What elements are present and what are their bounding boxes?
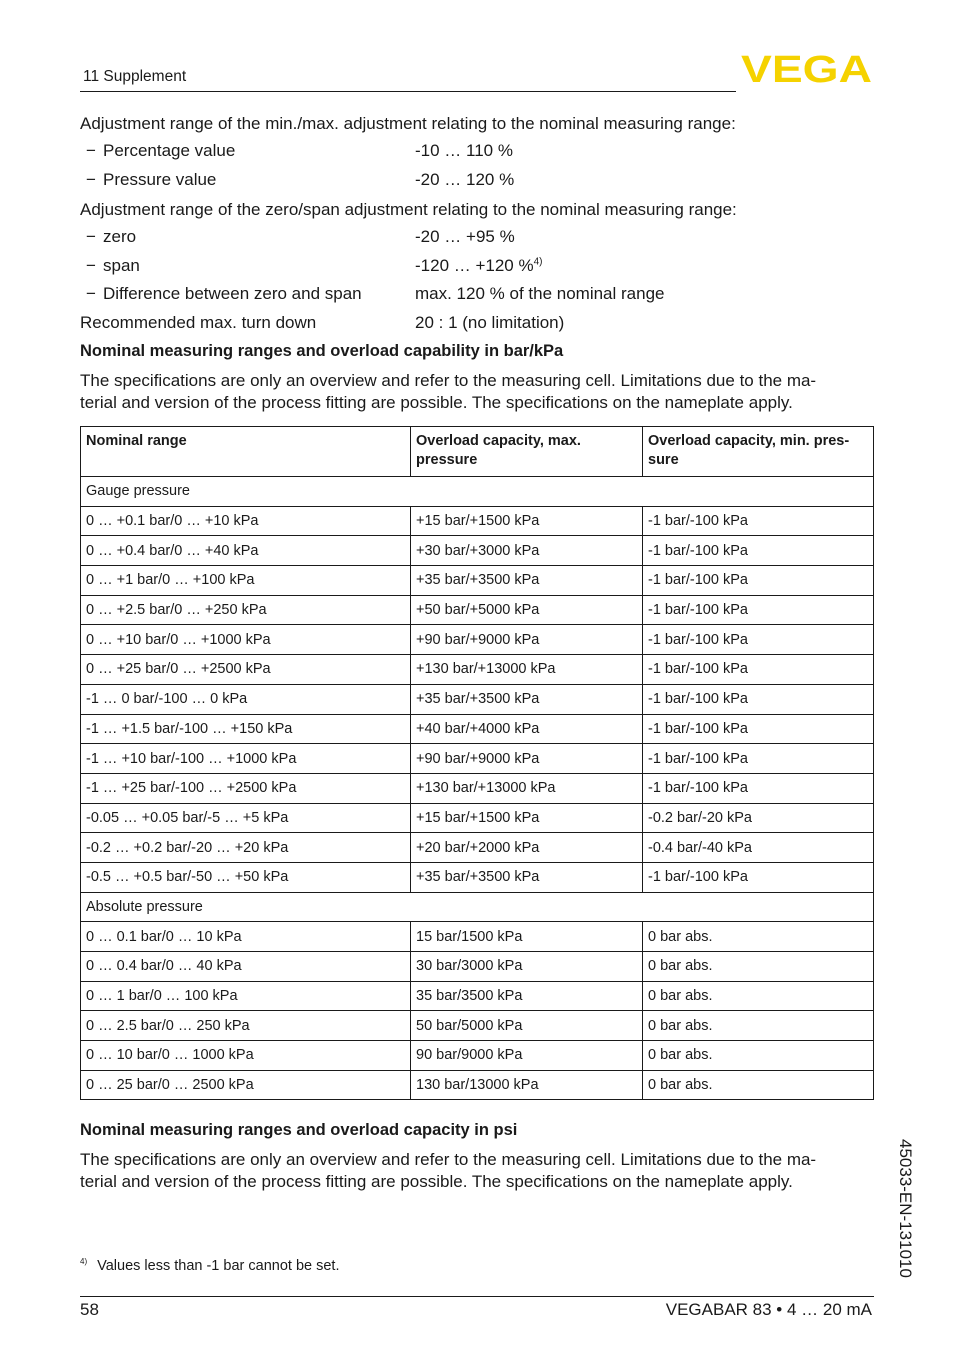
table-group-row — [81, 892, 874, 922]
cell-overload-max: +35 bar/+3500 kPa — [411, 684, 643, 714]
table-group-row — [81, 477, 874, 507]
text-line: terial and version of the process fitting are possible. The specifications on the nameplate apply. — [80, 392, 793, 412]
cell-overload-min: -0.4 bar/-40 kPa — [643, 833, 874, 863]
spec-label: Pressure value — [103, 170, 217, 189]
footnote-mark: 4) — [80, 1257, 88, 1266]
cell-nominal-range: -0.2 … +0.2 bar/-20 … +20 kPa — [81, 833, 411, 863]
table-row — [81, 952, 874, 982]
text-line: terial and version of the process fitting are possible. The specifications on the nameplate apply. — [80, 1171, 793, 1191]
spec-value-text: -120 … +120 % — [415, 256, 534, 275]
cell-overload-min: -0.2 bar/-20 kPa — [643, 803, 874, 833]
table-body — [81, 477, 874, 1100]
section-text-bar — [80, 370, 816, 413]
text-line: The specifications are only an overview and refer to the measuring cell. Limitations due to the ma- — [80, 1150, 817, 1169]
header-overload-min — [643, 427, 874, 477]
cell-overload-min: 0 bar abs. — [643, 981, 874, 1011]
table-row — [81, 1011, 874, 1041]
header-text: Overload capacity, max. — [416, 433, 581, 449]
cell-overload-min: -1 bar/-100 kPa — [643, 625, 874, 655]
cell-overload-max: +130 bar/+13000 kPa — [411, 773, 643, 803]
group-label: Absolute pressure — [81, 892, 874, 922]
table-row — [81, 773, 874, 803]
spec-value: -10 … 110 % — [415, 141, 513, 160]
vega-logo — [741, 51, 872, 84]
cell-overload-max: +35 bar/+3500 kPa — [411, 862, 643, 892]
cell-nominal-range: 0 … +1 bar/0 … +100 kPa — [81, 566, 411, 596]
cell-overload-min: -1 bar/-100 kPa — [643, 655, 874, 685]
header-text: Overload capacity, min. pres- — [648, 433, 850, 449]
table-row — [81, 566, 874, 596]
cell-overload-min: 0 bar abs. — [643, 1041, 874, 1071]
header-nominal-range — [81, 427, 411, 477]
spec-value: -20 … +95 % — [415, 227, 515, 246]
table-row — [81, 506, 874, 536]
group-label: Gauge pressure — [81, 477, 874, 507]
spec-value: max. 120 % of the nominal range — [415, 284, 665, 303]
table-row — [81, 833, 874, 863]
spec-label: Recommended max. turn down — [80, 313, 317, 332]
cell-overload-max: 50 bar/5000 kPa — [411, 1011, 643, 1041]
footnote-text: Values less than -1 bar cannot be set. — [97, 1257, 340, 1274]
cell-overload-min: 0 bar abs. — [643, 952, 874, 982]
document-code: 45033-EN-131010 — [896, 1139, 915, 1278]
svg-text:VEGA: VEGA — [741, 51, 872, 84]
table-row — [81, 625, 874, 655]
cell-overload-max: +20 bar/+2000 kPa — [411, 833, 643, 863]
list-dash: − — [86, 227, 96, 246]
table-row — [81, 803, 874, 833]
cell-nominal-range: 0 … 1 bar/0 … 100 kPa — [81, 981, 411, 1011]
cell-overload-max: +40 bar/+4000 kPa — [411, 714, 643, 744]
cell-nominal-range: -1 … +25 bar/-100 … +2500 kPa — [81, 773, 411, 803]
table-row — [81, 1041, 874, 1071]
cell-overload-min: -1 bar/-100 kPa — [643, 714, 874, 744]
header-text: pressure — [416, 452, 478, 468]
cell-overload-max: +130 bar/+13000 kPa — [411, 655, 643, 685]
header-section-title: 11 Supplement — [83, 68, 187, 85]
header-text: Nominal range — [86, 433, 187, 449]
table-row — [81, 655, 874, 685]
cell-overload-min: 0 bar abs. — [643, 1070, 874, 1100]
table-row — [81, 744, 874, 774]
header-overload-max — [411, 427, 643, 477]
header-text: sure — [648, 452, 679, 468]
cell-overload-min: -1 bar/-100 kPa — [643, 566, 874, 596]
cell-overload-min: -1 bar/-100 kPa — [643, 744, 874, 774]
spec-label: Percentage value — [103, 141, 236, 160]
cell-overload-max: +15 bar/+1500 kPa — [411, 506, 643, 536]
cell-overload-min: -1 bar/-100 kPa — [643, 595, 874, 625]
cell-nominal-range: -0.5 … +0.5 bar/-50 … +50 kPa — [81, 862, 411, 892]
list-dash: − — [86, 256, 96, 275]
table-row — [81, 1070, 874, 1100]
cell-overload-max: 35 bar/3500 kPa — [411, 981, 643, 1011]
cell-overload-min: -1 bar/-100 kPa — [643, 773, 874, 803]
cell-overload-min: 0 bar abs. — [643, 922, 874, 952]
page-number: 58 — [80, 1300, 99, 1319]
cell-nominal-range: 0 … +25 bar/0 … +2500 kPa — [81, 655, 411, 685]
text-line: The specifications are only an overview and refer to the measuring cell. Limitations due to the ma- — [80, 371, 817, 390]
list-dash: − — [86, 284, 96, 303]
cell-overload-min: -1 bar/-100 kPa — [643, 862, 874, 892]
spec-value: 20 : 1 (no limitation) — [415, 313, 565, 332]
list-dash: − — [86, 141, 96, 160]
table-row — [81, 714, 874, 744]
cell-overload-max: +50 bar/+5000 kPa — [411, 595, 643, 625]
cell-overload-min: -1 bar/-100 kPa — [643, 536, 874, 566]
cell-nominal-range: 0 … +0.1 bar/0 … +10 kPa — [81, 506, 411, 536]
document-title: VEGABAR 83 • 4 … 20 mA — [665, 1300, 872, 1319]
cell-overload-max: 15 bar/1500 kPa — [411, 922, 643, 952]
overload-table — [80, 426, 874, 1100]
cell-overload-max: 130 bar/13000 kPa — [411, 1070, 643, 1100]
spec-value — [415, 256, 543, 276]
header-divider — [80, 91, 736, 92]
cell-nominal-range: 0 … +10 bar/0 … +1000 kPa — [81, 625, 411, 655]
table-header-row — [81, 427, 874, 477]
section-heading-bar: Nominal measuring ranges and overload capability in bar/kPa — [80, 342, 564, 360]
footnote — [80, 1257, 339, 1274]
cell-nominal-range: 0 … 2.5 bar/0 … 250 kPa — [81, 1011, 411, 1041]
cell-nominal-range: 0 … 0.1 bar/0 … 10 kPa — [81, 922, 411, 952]
cell-overload-max: 30 bar/3000 kPa — [411, 952, 643, 982]
section-heading-psi: Nominal measuring ranges and overload capacity in psi — [80, 1121, 518, 1139]
footnote-reference: 4) — [533, 256, 543, 268]
table-row — [81, 684, 874, 714]
cell-nominal-range: 0 … +0.4 bar/0 … +40 kPa — [81, 536, 411, 566]
minmax-intro: Adjustment range of the min./max. adjustment relating to the nominal measuring range: — [80, 114, 736, 133]
cell-nominal-range: 0 … 0.4 bar/0 … 40 kPa — [81, 952, 411, 982]
section-text-psi — [80, 1149, 816, 1192]
footer-divider — [80, 1296, 874, 1297]
table-row — [81, 922, 874, 952]
zerospan-intro: Adjustment range of the zero/span adjustment relating to the nominal measuring range: — [80, 200, 737, 219]
cell-nominal-range: 0 … +2.5 bar/0 … +250 kPa — [81, 595, 411, 625]
cell-overload-min: -1 bar/-100 kPa — [643, 506, 874, 536]
cell-overload-max: +15 bar/+1500 kPa — [411, 803, 643, 833]
spec-label: zero — [103, 227, 137, 246]
cell-nominal-range: -1 … 0 bar/-100 … 0 kPa — [81, 684, 411, 714]
table-row — [81, 536, 874, 566]
cell-overload-min: 0 bar abs. — [643, 1011, 874, 1041]
table-row — [81, 981, 874, 1011]
spec-label: Difference between zero and span — [103, 284, 362, 303]
cell-nominal-range: -1 … +1.5 bar/-100 … +150 kPa — [81, 714, 411, 744]
cell-nominal-range: -0.05 … +0.05 bar/-5 … +5 kPa — [81, 803, 411, 833]
table-row — [81, 862, 874, 892]
spec-value: -20 … 120 % — [415, 170, 515, 189]
cell-overload-min: -1 bar/-100 kPa — [643, 684, 874, 714]
cell-overload-max: +30 bar/+3000 kPa — [411, 536, 643, 566]
spec-label: span — [103, 256, 140, 275]
cell-nominal-range: 0 … 10 bar/0 … 1000 kPa — [81, 1041, 411, 1071]
cell-nominal-range: 0 … 25 bar/0 … 2500 kPa — [81, 1070, 411, 1100]
cell-nominal-range: -1 … +10 bar/-100 … +1000 kPa — [81, 744, 411, 774]
table-row — [81, 595, 874, 625]
cell-overload-max: +35 bar/+3500 kPa — [411, 566, 643, 596]
cell-overload-max: +90 bar/+9000 kPa — [411, 744, 643, 774]
cell-overload-max: +90 bar/+9000 kPa — [411, 625, 643, 655]
list-dash: − — [86, 170, 96, 189]
cell-overload-max: 90 bar/9000 kPa — [411, 1041, 643, 1071]
